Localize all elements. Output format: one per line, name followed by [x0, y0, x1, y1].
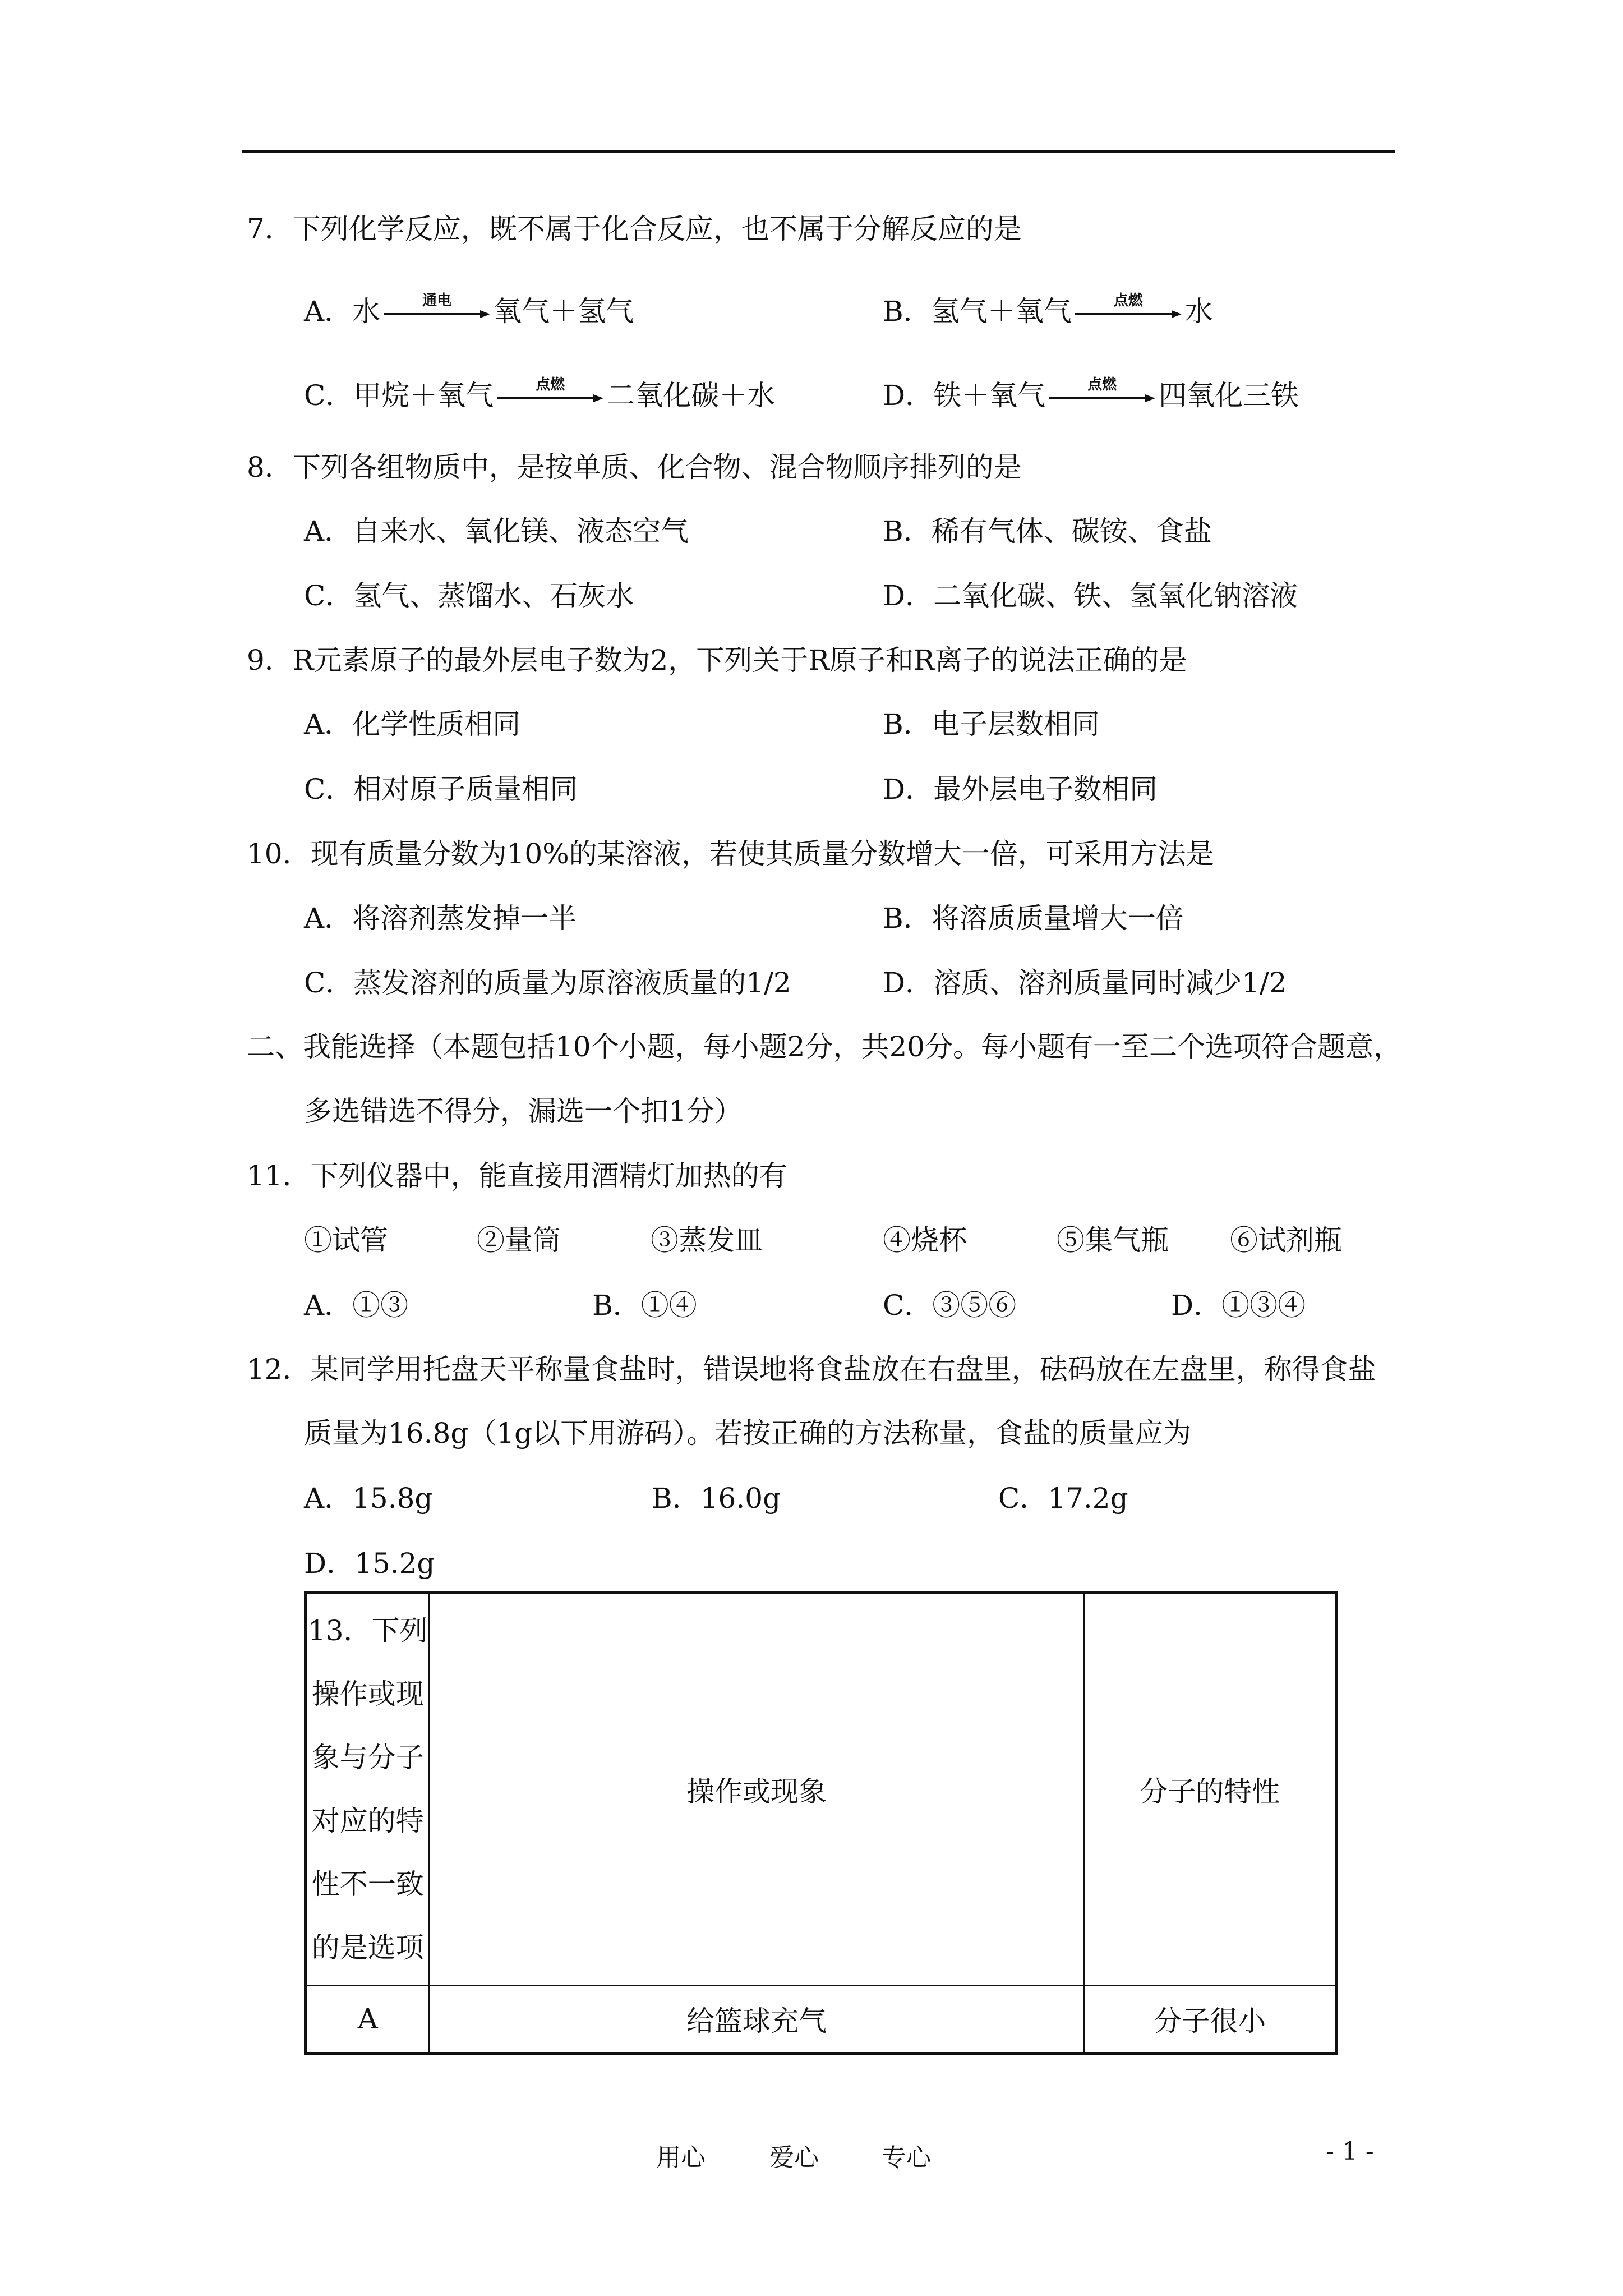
q9-option-d: D．最外层电子数相同 — [883, 773, 1158, 806]
q7-c-product: 二氧化碳＋水 — [607, 379, 776, 412]
q10-option-b: B．将溶质质量增大一倍 — [883, 902, 1184, 935]
q9-option-a: A．化学性质相同 — [304, 708, 521, 740]
q13-table — [304, 1591, 1338, 2055]
q12-stem-line1: 12．某同学用托盘天平称量食盐时，错误地将食盐放在右盘里，砝码放在左盘里，称得食盐 — [247, 1353, 1376, 1386]
right-arrow-icon — [1049, 394, 1155, 402]
q7-a-product: 氧气＋氢气 — [494, 295, 634, 328]
q10-stem: 10．现有质量分数为10%的某溶液，若使其质量分数增大一倍，可采用方法是 — [247, 838, 1214, 870]
column-header-property: 分子的特性 — [1084, 1593, 1336, 1985]
right-arrow-icon — [497, 394, 603, 402]
q7-option-d — [883, 376, 1299, 412]
row-property: 分子很小 — [1084, 1985, 1336, 2054]
q8-stem: 8．下列各组物质中，是按单质、化合物、混合物顺序排列的是 — [247, 451, 1022, 484]
q13-stem-cell: 13．下列 操作或现 象与分子 对应的特 性不一致 的是选项 — [306, 1593, 429, 1985]
q7-a-label: A．水 — [304, 295, 381, 328]
q11-option-b: B．①④ — [592, 1289, 697, 1322]
q7-d-label: D．铁＋氧气 — [883, 379, 1046, 412]
section-2-note: 多选错选不得分，漏选一个扣1分） — [304, 1095, 743, 1128]
q7-option-a — [304, 292, 634, 328]
footer-word-2: 爱心 — [769, 2143, 819, 2172]
q8-option-b: B．稀有气体、碳铵、食盐 — [883, 515, 1212, 547]
table-row — [306, 1985, 1336, 2054]
q11-stem: 11．下列仪器中，能直接用酒精灯加热的有 — [247, 1159, 787, 1192]
q10-option-c: C．蒸发溶剂的质量为原溶液质量的1/2 — [304, 967, 791, 999]
q11-item-3: ③蒸发皿 — [651, 1224, 763, 1257]
section-2-heading: 二、我能选择（本题包括10个小题，每小题2分，共20分。每小题有一至二个选项符合题意， — [247, 1030, 1402, 1063]
q12-option-c: C．17.2g — [998, 1482, 1128, 1515]
q7-d-product: 四氧化三铁 — [1159, 379, 1299, 412]
footer-word-3: 专心 — [882, 2143, 931, 2172]
q7-option-b — [883, 292, 1213, 328]
footer-word-1: 用心 — [656, 2143, 706, 2172]
table-header-row — [306, 1593, 1336, 1985]
q11-item-5: ⑤集气瓶 — [1057, 1224, 1169, 1257]
q7-stem: 7．下列化学反应，既不属于化合反应，也不属于分解反应的是 — [247, 213, 1022, 245]
q7-b-label: B．氢气＋氧气 — [883, 295, 1072, 328]
q9-option-b: B．电子层数相同 — [883, 708, 1100, 740]
q11-item-1: ①试管 — [304, 1224, 388, 1257]
q12-stem-line2: 质量为16.8g（1g以下用游码）。若按正确的方法称量，食盐的质量应为 — [304, 1417, 1192, 1450]
q12-option-d: D．15.2g — [304, 1547, 435, 1580]
q11-item-2: ②量筒 — [477, 1224, 561, 1257]
q10-option-a: A．将溶剂蒸发掉一半 — [304, 902, 577, 935]
q7-b-product: 水 — [1184, 295, 1213, 328]
q7-c-label: C．甲烷＋氧气 — [304, 379, 494, 412]
reaction-arrow — [384, 293, 490, 318]
q8-option-d: D．二氧化碳、铁、氢氧化钠溶液 — [883, 579, 1298, 612]
q12-option-b: B．16.0g — [652, 1482, 781, 1515]
reaction-arrow — [1049, 378, 1155, 402]
reaction-condition: 点燃 — [1087, 376, 1117, 393]
q8-option-c: C．氢气、蒸馏水、石灰水 — [304, 579, 634, 612]
row-operation: 给篮球充气 — [429, 1985, 1084, 2054]
q11-item-6: ⑥试剂瓶 — [1230, 1224, 1342, 1257]
q11-option-a: A．①③ — [304, 1289, 409, 1322]
right-arrow-icon — [1075, 310, 1182, 318]
q11-option-d: D．①③④ — [1171, 1289, 1306, 1322]
q12-option-a: A．15.8g — [304, 1482, 433, 1515]
page-number: - 1 - — [1326, 2137, 1374, 2166]
q9-stem: 9．R元素原子的最外层电子数为2，下列关于R原子和R离子的说法正确的是 — [247, 644, 1187, 677]
row-option: A — [306, 1985, 429, 2054]
q7-option-c — [304, 376, 776, 412]
reaction-arrow — [497, 378, 603, 402]
reaction-arrow — [1075, 293, 1182, 318]
q8-option-a: A．自来水、氧化镁、液态空气 — [304, 515, 689, 547]
q11-option-c: C．③⑤⑥ — [883, 1289, 1017, 1322]
column-header-operation: 操作或现象 — [429, 1593, 1084, 1985]
q9-option-c: C．相对原子质量相同 — [304, 773, 578, 806]
header-rule — [242, 150, 1395, 153]
reaction-condition: 点燃 — [1113, 292, 1143, 309]
q10-option-d: D．溶质、溶剂质量同时减少1/2 — [883, 967, 1287, 999]
right-arrow-icon — [384, 310, 490, 318]
q11-item-4: ④烧杯 — [883, 1224, 967, 1257]
reaction-condition: 点燃 — [536, 376, 565, 393]
reaction-condition: 通电 — [422, 292, 452, 309]
